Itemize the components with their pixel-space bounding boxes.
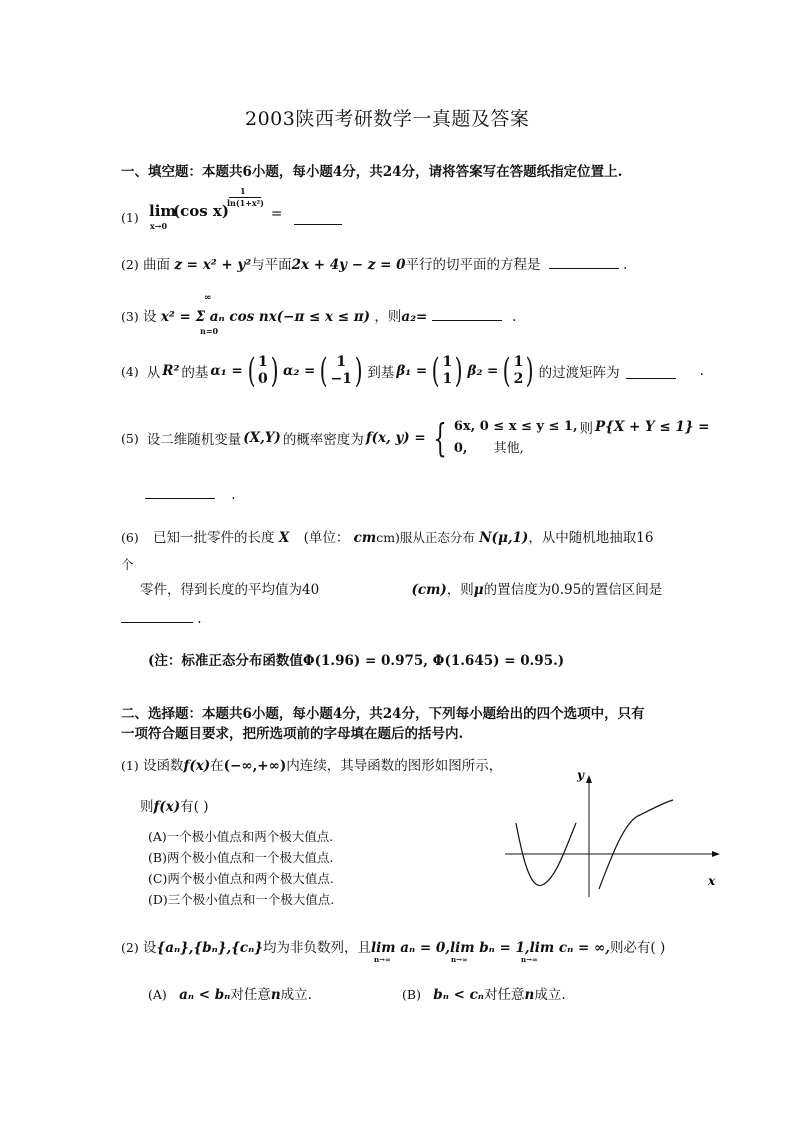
q6-text5: ，则 — [446, 582, 474, 598]
q3-answer-blank[interactable] — [432, 306, 502, 321]
q3-number: (3) — [121, 309, 139, 324]
q1-base: (cos x) — [173, 202, 229, 220]
s2q1-interval: (−∞,+∞) — [223, 758, 287, 774]
s2q2-optA-end: 成立. — [280, 987, 312, 1003]
q6-note: (注：标准正态分布函数值Φ(1.96) = 0.975, Φ(1.645) = 0.95.) — [148, 653, 565, 669]
q2-number: (2) — [121, 257, 139, 272]
s2q2-lim2: lim bₙ = 1, — [449, 940, 530, 956]
s2q2-option-b[interactable] — [402, 983, 566, 1003]
s2q2-optB-label: (B) — [402, 987, 421, 1002]
s2q2-optA-text: 对任意 — [230, 987, 271, 1003]
q3-text2: ，则 — [374, 309, 402, 325]
q4-beta1-label: β₁ = — [396, 363, 428, 379]
q1-eq: = — [271, 206, 283, 222]
s2q1-option-d[interactable]: (D)三个极小值点和一个极大值点. — [148, 892, 335, 907]
q5-text2: 的概率密度为 — [282, 432, 364, 448]
s2q2-optB-expr: bₙ < cₙ — [433, 987, 484, 1003]
q6-dist: N(μ,1) — [479, 530, 529, 546]
q2-text2: 与平面 — [251, 257, 292, 273]
s2q1-line2 — [140, 795, 208, 815]
section2-header-line1: 二、选择题：本题共6小题，每小题4分，共24分，下列每小题给出的四个选项中，只有 — [121, 706, 645, 722]
q5-case1: 6x, 0 ≤ x ≤ y ≤ 1, — [453, 419, 578, 434]
q5-answer-line — [145, 484, 236, 503]
q2-text1: 曲面 — [143, 257, 171, 273]
q5-case2a: 0, — [453, 441, 468, 456]
q6-number: (6) — [121, 530, 139, 545]
q3-end: . — [511, 309, 517, 325]
q3-target: a₂= — [401, 309, 428, 325]
q2-surface: z = x² + y² — [174, 257, 252, 273]
q4-text3: 到基 — [367, 365, 395, 381]
x-axis-label: x — [708, 874, 716, 888]
q6-end: . — [197, 611, 202, 627]
q2-answer-blank[interactable] — [549, 254, 619, 269]
section2-header-line2: 一项符合题目要求，把所选项前的字母填在题后的括号内. — [121, 726, 464, 742]
s2q2-lim1-sub: n→∞ — [374, 955, 391, 964]
q4-answer-blank[interactable] — [626, 364, 676, 379]
s2q1-option-b[interactable]: (B)两个极小值点和一个极大值点. — [148, 850, 334, 865]
q6-text1: 已知一批零件的长度 — [153, 530, 275, 546]
s2q1-text5: 有( ) — [180, 799, 209, 815]
q4-beta1-vector: ( 1 1) — [431, 351, 463, 391]
q1-number: (1) — [121, 210, 139, 225]
q5-answer-blank[interactable] — [145, 484, 215, 499]
q5-case2b: 其他, — [493, 441, 524, 456]
x-axis-arrow — [712, 851, 720, 857]
q1-fill — [121, 186, 283, 231]
s2q2-text2: 均为非负数列，且 — [262, 940, 371, 956]
q3-series: x² = Σ aₙ cos nx(−π ≤ x ≤ π) — [160, 309, 371, 325]
s2q2-text1: 设 — [143, 940, 157, 956]
q4-alpha1-vector: ( 1 0) — [247, 351, 279, 391]
s2q2-optB-text: 对任意 — [484, 987, 525, 1003]
q6-text2: (单位： — [303, 530, 350, 546]
q6-answer-line — [121, 608, 202, 627]
q3-sum-top: ∞ — [204, 293, 212, 303]
s2q1-func: f(x) — [183, 758, 211, 774]
q4-beta2-vector: ( 1 2) — [503, 351, 535, 391]
q1-exp-num: 1 — [240, 186, 246, 196]
q5-prob: P{X + Y ≤ 1} = — [595, 419, 710, 435]
q4-text4: 的过渡矩阵为 — [538, 365, 620, 381]
s2q2-optA-expr: aₙ < bₙ — [179, 987, 231, 1003]
y-axis-label: y — [577, 768, 584, 782]
q6-text6: 的置信度为0.95的置信区间是 — [483, 582, 663, 598]
section1-header: 一、填空题：本题共6小题，每小题4分，共24分，请将答案写在答题纸指定位置上. — [121, 164, 623, 180]
q4-text2: 的基 — [181, 365, 209, 381]
q4-alpha2-vector: ( 1 −1) — [319, 351, 363, 391]
q5-func: f(x, y) = — [365, 430, 426, 446]
s2q2-optA-n: n — [270, 987, 281, 1003]
q4-text1: 从 — [146, 365, 161, 381]
s2q2-lim3: lim cₙ = ∞, — [529, 940, 610, 956]
s2q2-lim3-sub: n→∞ — [521, 955, 538, 964]
q1-lim-sub: x→0 — [150, 221, 168, 231]
s2q2-optB-end: 成立. — [534, 987, 566, 1003]
derivative-curve-right — [599, 800, 673, 889]
derivative-graph — [500, 765, 725, 905]
q6-unit2: (cm) — [411, 582, 447, 598]
q5-text3: 则 — [579, 421, 593, 437]
s2q1-text2: 在 — [210, 758, 224, 774]
q3-sum-bottom: n=0 — [200, 326, 219, 336]
q4-fill — [121, 351, 704, 391]
q4-alpha2-label: α₂ = — [282, 363, 316, 379]
s2q2-lim1: lim aₙ = 0, — [370, 940, 450, 956]
q6-text2b: cm)服从正态分布 — [376, 530, 475, 545]
s2q2-optA-label: (A) — [148, 987, 167, 1002]
q2-plane: 2x + 4y − z = 0 — [291, 257, 406, 273]
s2q1-option-a[interactable]: (A)一个极小值点和两个极大值点. — [148, 829, 334, 844]
q2-text3: 平行的切平面的方程是 — [405, 257, 541, 273]
y-axis-arrow — [586, 775, 592, 783]
q4-beta2-label: β₂ = — [467, 363, 499, 379]
q3-fill — [121, 305, 516, 325]
s2q2-option-a[interactable] — [148, 983, 312, 1003]
q6-text4: 零件，得到长度的平均值为40 — [140, 582, 320, 598]
q3-text1: 设 — [143, 309, 157, 325]
s2q2-seqs: {aₙ},{bₙ},{cₙ} — [156, 940, 263, 956]
s2q2-text3: 则必有( ) — [609, 940, 666, 956]
q2-fill — [121, 253, 627, 273]
q6-text3: ，从中随机地抽取16 — [528, 530, 654, 546]
q1-exp-den: ln(1+x²) — [227, 198, 264, 208]
q5-number: (5) — [121, 430, 139, 446]
q5-var: (X,Y) — [243, 430, 281, 446]
q1-lim: lim — [149, 202, 177, 220]
q6-unit: cm — [353, 530, 377, 546]
s2q2-optB-n: n — [524, 987, 535, 1003]
q5-end: . — [231, 487, 236, 503]
q6-var: X — [278, 530, 290, 546]
q5-brace: { — [433, 416, 447, 460]
q4-space: R² — [162, 363, 180, 379]
q6-answer-blank[interactable] — [121, 608, 193, 623]
q2-end: . — [623, 257, 628, 273]
q1-answer-blank[interactable] — [294, 210, 342, 225]
s2q2-line1 — [121, 936, 665, 956]
q6-mu: μ — [473, 582, 484, 598]
s2q2-lim2-sub: n→∞ — [451, 955, 468, 964]
q4-number: (4) — [121, 363, 139, 379]
s2q1-line1 — [121, 754, 502, 774]
q6-line3 — [140, 578, 662, 598]
s2q1-number: (1) — [121, 758, 139, 773]
q4-end: . — [699, 363, 704, 379]
q5-fill — [121, 416, 709, 460]
q4-alpha1-label: α₁ = — [210, 363, 243, 379]
q6-line2: 个 — [121, 557, 134, 572]
q5-text1: 设二维随机变量 — [146, 432, 242, 448]
page-title: 2003陕西考研数学一真题及答案 — [245, 108, 530, 130]
s2q1-func2: f(x) — [153, 799, 181, 815]
q5-cases — [454, 416, 578, 460]
s2q1-option-c[interactable]: (C)两个极小值点和两个极大值点. — [148, 871, 334, 886]
s2q1-text4: 则 — [140, 799, 154, 815]
s2q2-number: (2) — [121, 940, 139, 955]
s2q1-text1: 设函数 — [143, 758, 184, 774]
q6-line1 — [121, 526, 654, 546]
s2q1-text3: 内连续，其导函数的图形如图所示， — [286, 758, 503, 774]
